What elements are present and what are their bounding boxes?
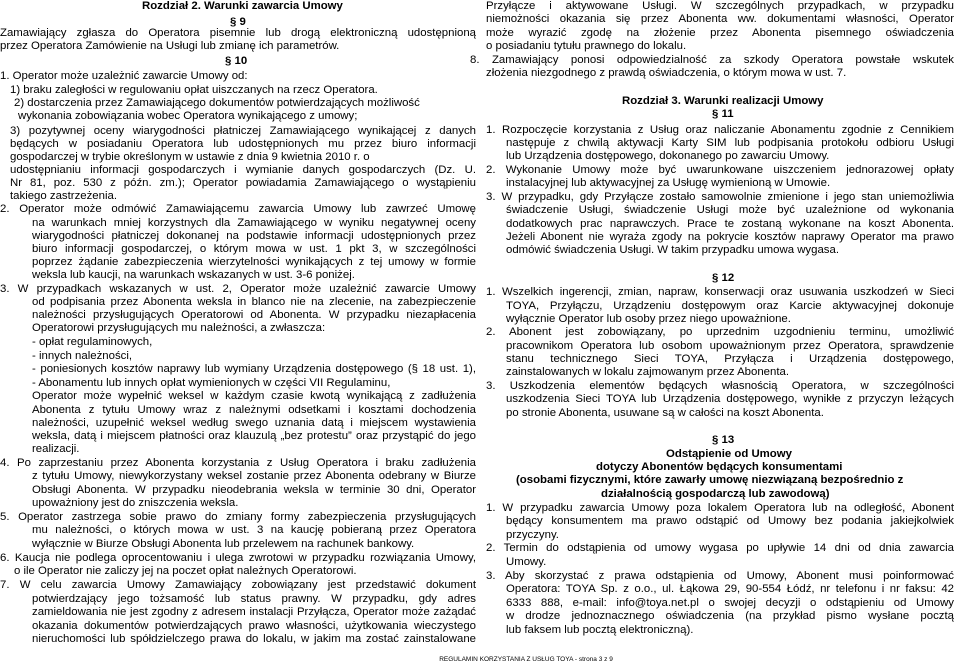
- right-text-line: lub faksem lub pocztą elektroniczną).: [506, 624, 694, 636]
- left-text-line: - Abonamentu lub innych opłat wymienionych w części VII Regulaminu,: [32, 377, 391, 389]
- left-text-line: § 10: [225, 55, 248, 67]
- right-text-line: działalnością gospodarczą lub zawodową): [601, 488, 830, 500]
- right-text-line: o posiadaniu tytułu prawnego do lokalu.: [486, 40, 687, 52]
- right-text-line: zainstalowanych w lokalu zajmowanym przez Abonenta.: [506, 366, 790, 378]
- right-text-line: uszkodzenia Sieci TOYA lub Urządzenia dostępowego, wynikłe z przyczyn leżących: [506, 393, 954, 405]
- left-text-line: należności, uzupełnić weksel według swego uznania datą i miejscem wystawienia: [32, 417, 476, 429]
- left-text-line: gospodarczej w trybie określonym w ustawie z dnia 9 kwietnia 2010 r. o: [10, 151, 370, 163]
- right-text-line: pracownikom Operatora lub osobom upoważnionym przez Operatora, sprawdzenie: [506, 340, 954, 352]
- left-text-line: Operator może wypełnić weksel w każdym czasie kwotą wynikającą z zadłużenia: [32, 390, 476, 402]
- right-text-line: stanu technicznego Sieci TOYA, Przyłącza i Urządzenia dostępowego,: [506, 353, 954, 365]
- right-text-line: 2. Termin do odstąpienia od umowy wygasa po upływie 14 dni od dnia zawarcia: [486, 542, 954, 554]
- left-text-line: 7. W celu zawarcia Umowy Zamawiający zobowiązany jest przedstawić dokument: [0, 579, 476, 591]
- page-footer: REGULAMIN KORZYSTANIA Z USŁUG TOYA - strona 3 z 9: [439, 656, 613, 663]
- right-text-line: świadczenie Usługi, świadczenie Usługi może być uzależnione od wykonania: [506, 204, 954, 216]
- left-text-line: - innych należności,: [32, 350, 133, 362]
- right-text-line: Rozdział 3. Warunki realizacji Umowy: [622, 95, 824, 107]
- right-text-line: Umowy.: [506, 556, 547, 568]
- right-text-line: lub Urządzenia dostępowego, dokonanego po zawarciu Umowy.: [506, 150, 830, 162]
- right-text-line: 3. Uszkodzenia elementów będących własnością Operatora, w szczególności: [486, 380, 954, 392]
- left-text-line: wykonania zobowiązania wobec Operatora wynikającego z umowy;: [18, 110, 358, 122]
- right-text-line: w drodze jednoznacznego oświadczenia (na przykład pismo wysłane pocztą: [506, 610, 954, 622]
- right-text-line: 1. W przypadku zawarcia Umowy poza lokalem Operatora lub na odległość, Abonent: [486, 502, 954, 514]
- left-text-line: weksla lub kaucji, na warunkach wskazanych w ust. 3-6 poniżej.: [32, 269, 355, 281]
- right-text-line: niemożności okazania się przez Abonenta ww. dokumentami własności, Operator: [486, 13, 954, 25]
- right-text-line: Operatora: TOYA Sp. z o.o., ul. Łąkowa 29, 90-554 Łódź, nr telefonu i nr faksu: 42: [506, 583, 954, 595]
- right-text-line: (osobami fizycznymi, które zawarły umowę niezwiązaną bezpośrednio z: [516, 474, 904, 486]
- right-text-line: dodatkowych prac naprawczych. Prace te zostaną wykonane na koszt Abonenta.: [506, 218, 954, 230]
- left-text-line: takiego zastrzeżenia.: [10, 190, 118, 202]
- left-text-line: mu należności, o których mowa w ust. 3 na kaucję pobieraną przez Operatora: [32, 524, 476, 536]
- left-text-line: wiarygodności płatniczej dokonanej na podstawie informacji udostępnionych przez: [32, 230, 476, 242]
- left-text-line: weksla, datą i miejscem płatności oraz klauzulą „bez protestu” oraz przystąpić do jego: [32, 430, 476, 442]
- left-text-line: 1) braku zaległości w regulowaniu opłat uiszczanych na rzecz Operatora.: [10, 84, 378, 96]
- left-text-line: Abonenta z tytułu Umowy wraz z należnymi odsetkami i kosztami dochodzenia: [32, 404, 476, 416]
- left-text-line: 4. Po zaprzestaniu przez Abonenta korzystania z Usług Operatora i braku zadłużenia: [0, 457, 476, 469]
- right-text-line: 1. Wszelkich ingerencji, zmian, napraw, konserwacji oraz usuwania uszkodzeń w Sieci: [486, 286, 954, 298]
- left-text-line: potwierdzający jego tożsamość lub status prawny. W przypadku, gdy adres: [32, 593, 476, 605]
- left-text-line: Operatorowi przysługujących mu należności, a zwłaszcza:: [32, 322, 326, 334]
- right-text-line: 8. Zamawiający ponosi odpowiedzialność za szkody Operatora powstałe wskutek: [470, 54, 954, 66]
- left-text-line: Obsługi Abonenta. W przypadku nieodebrania weksla w terminie 30 dni, Operator: [32, 484, 476, 496]
- right-text-line: § 11: [712, 108, 734, 120]
- left-text-line: Nr 81, poz. 530 z późn. zm.); Operator powiadamia Zamawiającego o wystąpieniu: [10, 177, 476, 189]
- left-text-line: wyłącznie w Biurze Obsługi Abonenta lub przelewem na rachunek bankowy.: [32, 538, 415, 550]
- left-text-line: biuro informacji gospodarczej, o którym mowa w ust. 1 pkt 3, w szczególności: [32, 243, 476, 255]
- right-text-line: odmówić świadczenia Usługi. W takim przypadku umowa wygasa.: [506, 244, 839, 256]
- left-text-line: przez Operatora Zamówienie na Usługi lub zmianę ich parametrów.: [0, 40, 340, 52]
- left-text-line: z tytułu Umowy, niewykorzystany weksel zostanie przez Abonenta odebrany w Biurze: [32, 470, 476, 482]
- right-text-line: Przyłącze i aktywowane Usługi. W szczególnych przypadkach, w przypadku: [486, 0, 954, 12]
- left-text-line: Rozdział 2. Warunki zawarcia Umowy: [142, 0, 343, 12]
- left-text-line: zamieldowania nie jest zgodny z adresem instalacji Przyłącza, Operator może zażądać: [32, 606, 476, 618]
- left-text-line: 3. W przypadkach wskazanych w ust. 2, Operator może uzależnić zawarcie Umowy: [0, 283, 476, 295]
- left-text-line: będących w posiadaniu Operatora lub udostępnionych mu przez biuro informacji: [10, 138, 476, 150]
- right-text-line: złożenia niezgodnego z prawdą oświadczenia, o którym mowa w ust. 7.: [486, 67, 847, 79]
- left-text-line: okazania dokumentów potwierdzających prawo własności, użytkowania wieczystego: [32, 620, 476, 632]
- right-text-line: 3. W przypadku, gdy Przyłącze zostało samowolnie zmienione i jego stan uniemożliwia: [486, 191, 954, 203]
- right-text-line: będący konsumentem ma prawo odstąpić od Umowy bez podania jakiejkolwiek: [506, 515, 954, 527]
- left-text-line: realizacji.: [32, 443, 80, 455]
- right-text-line: 2. Wykonanie Umowy może być uwarunkowane uiszczeniem jednorazowej opłaty: [486, 164, 954, 176]
- left-text-line: 6. Kaucja nie podlega oprocentowaniu i ulega zwrotowi w przypadku rozwiązania Umowy,: [0, 552, 476, 564]
- left-text-line: udostępnianiu informacji gospodarczych i wymianie danych gospodarczych (Dz. U.: [10, 164, 476, 176]
- left-text-line: 3) pozytywnej oceny wiarygodności płatniczej Zamawiającego wynikającej z danych: [10, 125, 476, 137]
- right-text-line: po stronie Abonenta, usuwane są w całości na koszt Abonenta.: [506, 407, 824, 419]
- right-text-line: przyczyny.: [506, 529, 559, 541]
- left-text-line: 1. Operator może uzależnić zawarcie Umowy od:: [0, 70, 248, 82]
- left-text-line: § 9: [230, 16, 246, 28]
- right-text-line: § 13: [712, 434, 735, 446]
- left-text-line: o ile Operator nie zaliczy jej na poczet opłat należnych Operatorowi.: [14, 565, 357, 577]
- right-text-line: następuje z chwilą aktywacji Karty SIM lub podpisania protokołu odbioru Usługi: [506, 137, 954, 149]
- right-text-line: 2. Abonent jest zobowiązany, po uprzednim uzgodnieniu terminu, umożliwić: [486, 326, 954, 338]
- left-text-line: 5. Operator zastrzega sobie prawo do zmiany formy zabezpieczenia przysługujących: [0, 511, 476, 523]
- right-text-line: Odstąpienie od Umowy: [666, 448, 792, 460]
- left-text-line: na warunkach mniej korzystnych dla Zamawiającego w wyniku negatywnej oceny: [32, 217, 476, 229]
- left-text-line: poprzez żądanie zabezpieczenia wierzytelności wynikających z tej umowy w formie: [32, 256, 476, 268]
- left-text-line: - opłat regulaminowych,: [32, 336, 153, 348]
- right-text-line: § 12: [712, 272, 735, 284]
- right-text-line: TOYA, Przyłączu, Urządzeniu dostępowym oraz Karcie aktywacyjnej dokonuje: [506, 300, 954, 312]
- right-text-line: Jeżeli Abonent nie wyraża zgody na pokrycie kosztów naprawy Operator ma prawo: [506, 231, 954, 243]
- right-text-line: instalacyjnej lub aktywacyjnej za Usługę wymienioną w Umowie.: [506, 177, 831, 189]
- right-text-line: wyłącznie Operator lub osoby przez niego upoważnione.: [506, 313, 791, 325]
- right-text-line: 3. Aby skorzystać z prawa odstąpienia od Umowy, Abonent musi poinformować: [486, 570, 954, 582]
- left-text-line: nieruchomości lub spółdzielczego prawa do lokalu, w jakim ma zostać zainstalowane: [32, 633, 476, 645]
- left-text-line: upoważniony jest do zniszczenia weksla.: [32, 497, 239, 509]
- left-text-line: należności przysługujących Operatorowi od Abonenta. W przypadku niezapłacenia: [32, 309, 476, 321]
- right-text-line: 6333 888, e-mail: info@toya.net.pl o swojej decyzji o odstąpieniu od Umowy: [506, 597, 954, 609]
- left-text-line: od podpisania przez Abonenta weksla in blanco nie na zlecenie, na zabezpieczenie: [32, 296, 476, 308]
- right-text-line: dotyczy Abonentów będących konsumentami: [596, 461, 843, 473]
- left-text-line: 2) dostarczenia przez Zamawiającego dokumentów potwierdzających możliwość: [14, 97, 420, 109]
- right-text-line: może wyrazić zgodę na złożenie przez Abonenta pisemnego oświadczenia: [486, 27, 954, 39]
- right-text-line: 1. Rozpoczęcie korzystania z Usług oraz naliczanie Abonamentu zgodnie z Cennikiem: [486, 124, 954, 136]
- left-text-line: 2. Operator może odmówić Zamawiającemu zawarcia Umowy lub zawrzeć Umowę: [0, 203, 476, 215]
- left-text-line: - poniesionych kosztów naprawy lub wymiany Urządzenia dostępowego (§ 18 ust. 1),: [32, 363, 476, 375]
- left-text-line: Zamawiający zgłasza do Operatora pisemnie lub drogą elektroniczną udostępnioną: [0, 27, 476, 39]
